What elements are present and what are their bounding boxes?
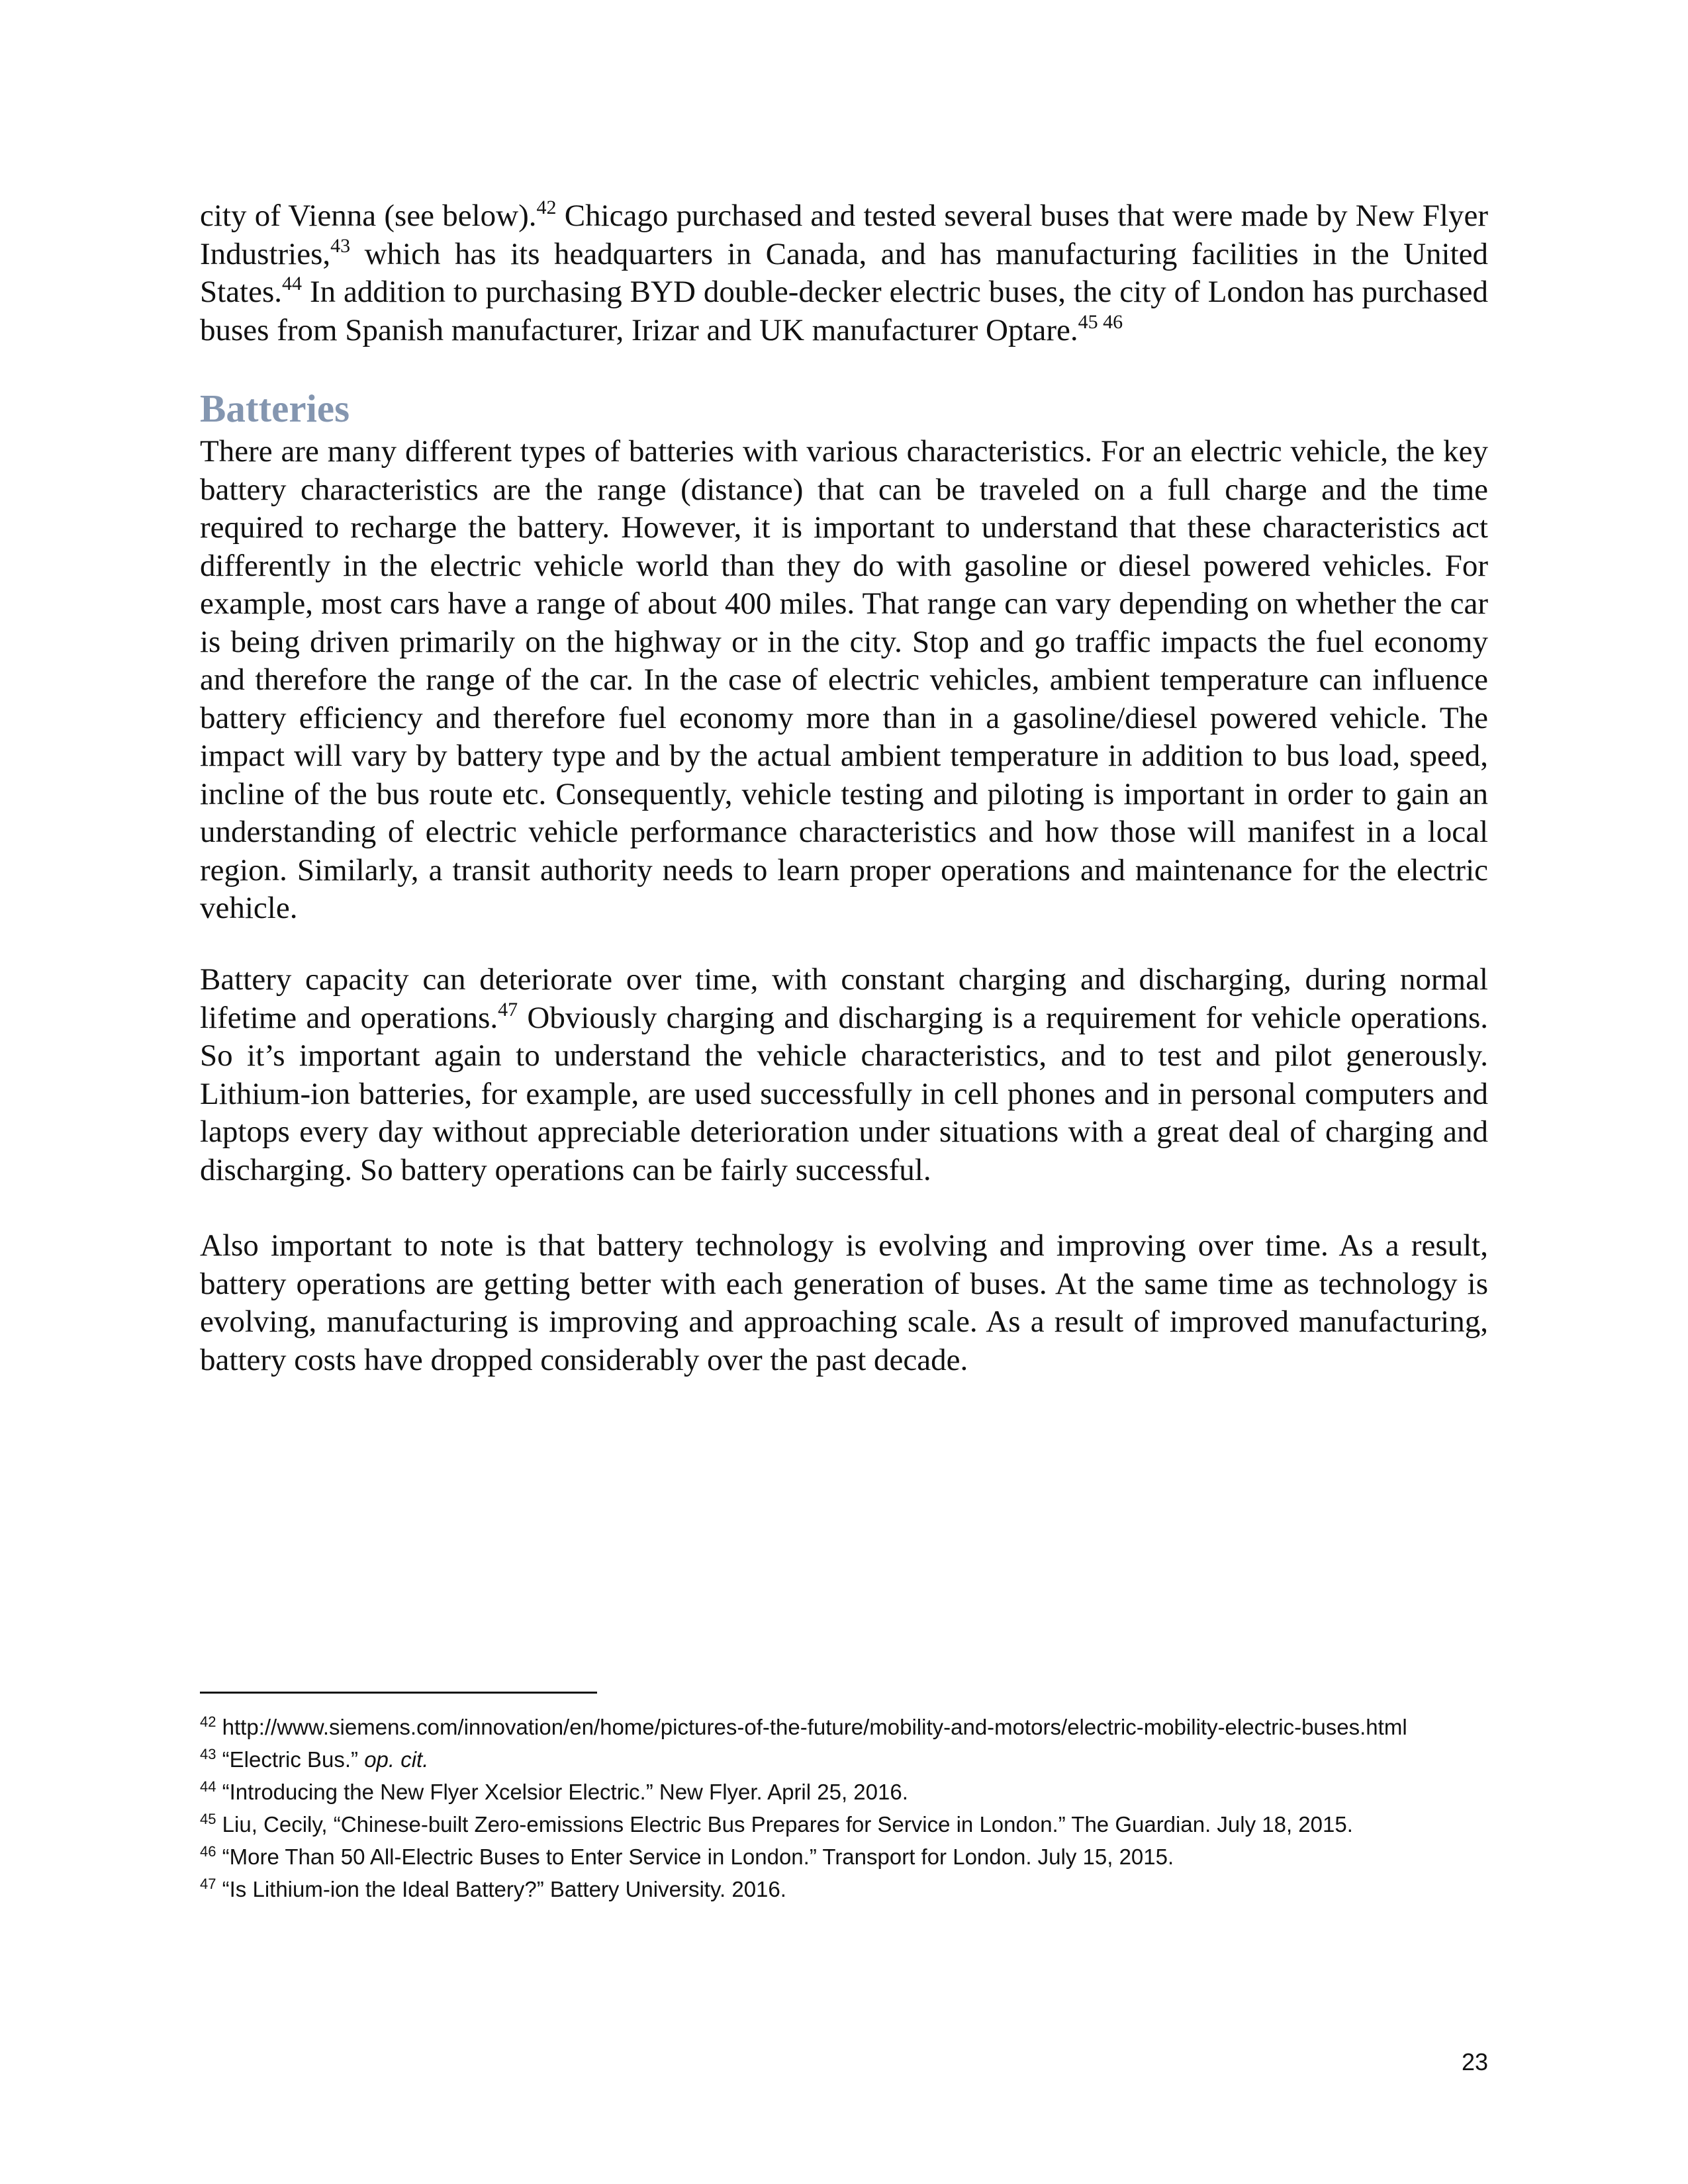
- footnote-number: 45: [200, 1811, 216, 1827]
- footnote-ref[interactable]: 42: [536, 197, 557, 218]
- section-heading-batteries: Batteries: [200, 387, 350, 430]
- footnote-divider: [200, 1692, 597, 1694]
- footnotes: [200, 1711, 1488, 1905]
- intro-paragraph: [200, 197, 1488, 349]
- footnote-link[interactable]: http://www.siemens.com/innovation/en/home/pictures-of-the-future/mobility-and-motors/electric-mobility-electric-buses.html: [216, 1715, 1407, 1739]
- paragraph-text: Battery capacity can deteriorate over time, with constant charging and discharging, during normal lifetime and operations.: [200, 962, 1488, 1035]
- intro-text: city of Vienna (see below).: [200, 199, 537, 233]
- footnote-number: 43: [200, 1746, 216, 1762]
- batteries-paragraph-3: [200, 1227, 1488, 1379]
- footnote-number: 42: [200, 1713, 216, 1730]
- footnote-italic-text: op. cit.: [364, 1747, 429, 1772]
- footnote-text: “Introducing the New Flyer Xcelsior Electric.” New Flyer. April 25, 2016.: [216, 1780, 908, 1804]
- footnote-42: [200, 1711, 1488, 1743]
- page-number: 23: [1461, 2048, 1488, 2075]
- footnote-text: Liu, Cecily, “Chinese-built Zero-emissions Electric Bus Prepares for Service in London.” The Guardian. July 18, 2015.: [216, 1812, 1353, 1837]
- footnote-ref[interactable]: 45 46: [1078, 310, 1123, 333]
- footnote-text: “Electric Bus.”: [216, 1747, 365, 1772]
- batteries-paragraph-1: [200, 433, 1488, 928]
- footnote-ref[interactable]: 43: [330, 234, 351, 257]
- footnote-44: [200, 1776, 1488, 1808]
- footnote-46: [200, 1841, 1488, 1873]
- footnote-number: 47: [200, 1876, 216, 1892]
- footnote-number: 44: [200, 1778, 216, 1795]
- footnote-text: “More Than 50 All-Electric Buses to Enter Service in London.” Transport for London. July 15, 2015.: [216, 1844, 1174, 1869]
- intro-text: Chicago purchased and tested several buses that were made by New Flyer Industries,: [200, 199, 1488, 271]
- footnote-45: [200, 1808, 1488, 1841]
- footnote-ref[interactable]: 47: [498, 998, 518, 1021]
- footnote-ref[interactable]: 44: [282, 273, 303, 295]
- paragraph-text: There are many different types of batteries with various characteristics. For an electric vehicle, the key battery characteristics are the range (distance) that can be traveled on a full charge and the time required to recharge the battery. However, it is important to understand that these characteristics act differently in the electric vehicle world than they do with gasoline or diesel powered vehicles. For example, most cars have a range of about 400 miles. That range can vary depending on whether the car is being driven primarily on the highway or in the city. Stop and go traffic impacts the fuel economy and therefore the range of the car. In the case of electric vehicles, ambient temperature can influence battery efficiency and therefore fuel economy more than in a gasoline/diesel powered vehicle. The impact will vary by battery type and by the actual ambient temperature in addition to bus load, speed, incline of the bus route etc. Consequently, vehicle testing and piloting is important in order to gain an understanding of electric vehicle performance characteristics and how those will manifest in a local region. Similarly, a transit authority needs to learn proper operations and maintenance for the electric vehicle.: [200, 434, 1488, 925]
- intro-text: In addition to purchasing BYD double-decker electric buses, the city of London has purchased buses from Spanish manufacturer, Irizar and UK manufacturer Optare.: [200, 275, 1488, 347]
- footnote-number: 46: [200, 1843, 216, 1860]
- footnote-47: [200, 1873, 1488, 1905]
- footnote-43: [200, 1743, 1488, 1776]
- paragraph-text: Also important to note is that battery technology is evolving and improving over time. As a result, battery operations are getting better with each generation of buses. At the same time as technology is evolving, manufacturing is improving and approaching scale. As a result of improved manufacturing, battery costs have dropped considerably over the past decade.: [200, 1228, 1488, 1377]
- intro-text: which has its headquarters in Canada, and has manufacturing facilities in the United States.: [200, 236, 1488, 309]
- footnote-text: “Is Lithium-ion the Ideal Battery?” Battery University. 2016.: [216, 1877, 786, 1901]
- paragraph-text: Obviously charging and discharging is a requirement for vehicle operations. So it’s important again to understand the vehicle characteristics, and to test and pilot generously. Lithium-ion batteries, for example, are used successfully in cell phones and in personal computers and laptops every day without appreciable deterioration under situations with a great deal of charging and discharging. So battery operations can be fairly successful.: [200, 1000, 1488, 1187]
- batteries-paragraph-2: [200, 961, 1488, 1189]
